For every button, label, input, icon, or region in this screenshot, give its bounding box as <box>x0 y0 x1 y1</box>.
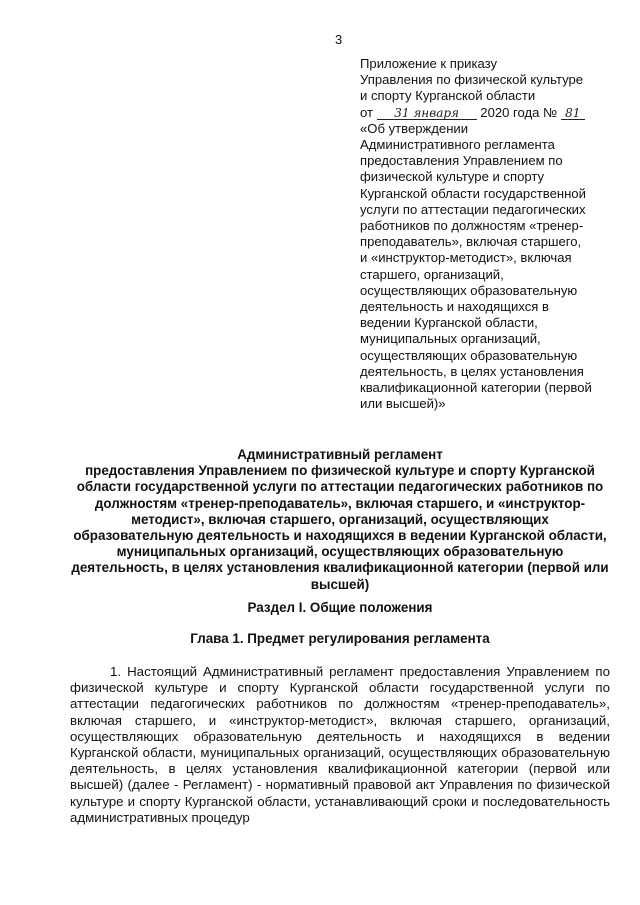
date-suffix: 2020 года № <box>480 104 558 120</box>
appendix-about-line: деятельность и находящихся в <box>360 299 549 315</box>
chapter-heading: Глава 1. Предмет регулирования регламента <box>190 631 490 646</box>
appendix-about-line: муниципальных организаций, <box>360 331 541 347</box>
appendix-about-line: работников по должностям «тренер- <box>360 218 584 234</box>
page-number: 3 <box>335 32 343 47</box>
appendix-about-line: и «инструктор-методист», включая <box>360 250 572 266</box>
appendix-block <box>360 56 622 412</box>
appendix-about-line: Административного регламента <box>360 137 555 153</box>
appendix-about-line: услуги по аттестации педагогических <box>360 201 586 217</box>
appendix-about-line: преподаватель», включая старшего, <box>360 234 582 250</box>
section-heading: Раздел I. Общие положения <box>247 600 433 615</box>
appendix-about-line: или высшей)» <box>360 396 446 412</box>
appendix-about <box>360 121 622 413</box>
appendix-about-line: осуществляющих образовательную <box>360 347 578 363</box>
handwritten-date: 31 января <box>377 107 477 120</box>
document-title-main: Административный регламент <box>237 447 443 462</box>
date-prefix: от <box>360 104 373 120</box>
appendix-about-line: «Об утверждении <box>360 120 469 136</box>
appendix-about-line: деятельность, в целях установления <box>360 363 584 379</box>
document-title <box>70 447 610 593</box>
appendix-about-line: Курганской области государственной <box>360 185 586 201</box>
appendix-about-line: ведении Курганской области, <box>360 315 538 331</box>
appendix-line-3: и спорту Курганской области <box>360 88 536 104</box>
appendix-about-line: квалификационной категории (первой <box>360 380 592 396</box>
paragraph-1 <box>70 664 610 826</box>
appendix-about-line: предоставления Управлением по <box>360 153 563 169</box>
appendix-about-line: старшего, организаций, <box>360 266 504 282</box>
appendix-line-1: Приложение к приказу <box>360 56 498 71</box>
paragraph-1-text: 1. Настоящий Административный регламент предоставления Управлением по физической культуре и спорту Курганской области государственной услуги по аттестации педагогических работников по должностям «тренер-преподаватель», включая старшего, и «инструктор-методист», включая старшего, организаций, осуществляющих образовательную деятельность и находящихся в ведении Курганской области, муниципальных организаций, осуществляющих образовательную деятельность, в целях установления квалификационной категории (первой или высшей) (далее - Регламент) - нормативный правовой акт Управления по физической культуре и спорту Курганской области, устанавливающий сроки и последовательность административных процедур <box>70 664 610 825</box>
appendix-about-line: осуществляющих образовательную <box>360 282 578 298</box>
appendix-line-2: Управления по физической культуре <box>360 72 584 88</box>
appendix-about-line: физической культуре и спорту <box>360 169 545 185</box>
document-title-subtitle: предоставления Управлением по физической культуре и спорту Курганской области государственной услуги по аттестации педагогических работников по должностям «тренер-преподаватель», включая старшего, и «инструктор-методист», включая старшего, организаций, осуществляющих образовательную деятельность и находящихся в ведении Курганской области, муниципальных организаций, осуществляющих образовательную деятельность, в целях установления квалификационной категории (первой или высшей) <box>71 463 609 592</box>
handwritten-order-number: 81 <box>561 107 585 120</box>
appendix-date-line <box>360 105 622 121</box>
